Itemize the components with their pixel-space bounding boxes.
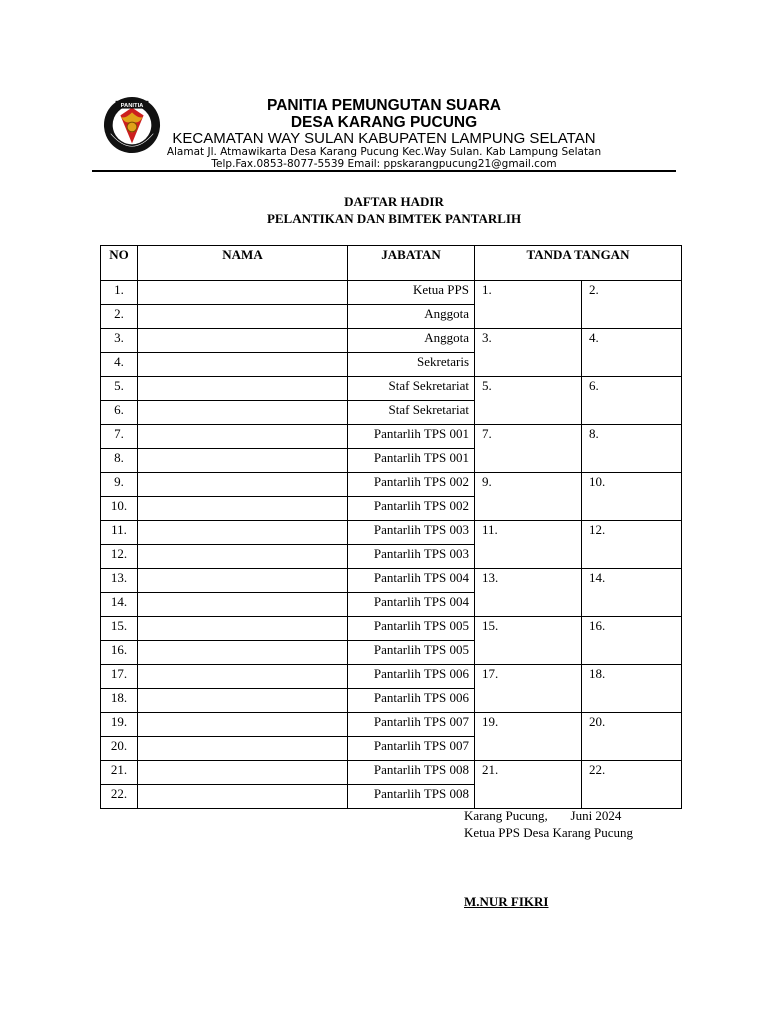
position-cell: Pantarlih TPS 005: [348, 641, 475, 665]
row-number: 10.: [101, 497, 138, 521]
row-number: 17.: [101, 665, 138, 689]
doc-subtitle: PELANTIKAN DAN BIMTEK PANTARLIH: [266, 211, 522, 226]
position-cell: Ketua PPS: [348, 281, 475, 305]
table-row: [101, 665, 682, 689]
name-field[interactable]: [138, 449, 348, 473]
row-number: 19.: [101, 713, 138, 737]
name-field[interactable]: [138, 377, 348, 401]
desa-name: DESA KARANG PUCUNG: [290, 114, 478, 131]
attendance-table: [100, 245, 682, 809]
signature-box[interactable]: 15.: [475, 617, 582, 665]
name-field[interactable]: [138, 425, 348, 449]
signature-box[interactable]: 3.: [475, 329, 582, 377]
row-number: 11.: [101, 521, 138, 545]
signature-box[interactable]: 9.: [475, 473, 582, 521]
name-field[interactable]: [138, 353, 348, 377]
signature-box[interactable]: 19.: [475, 713, 582, 761]
address-line: Alamat Jl. Atmawikarta Desa Karang Pucung Kec.Way Sulan. Kab Lampung Selatan: [166, 146, 602, 158]
name-field[interactable]: [138, 617, 348, 641]
row-number: 22.: [101, 785, 138, 809]
table-row: [101, 377, 682, 401]
name-field[interactable]: [138, 713, 348, 737]
signature-box[interactable]: 11.: [475, 521, 582, 569]
name-field[interactable]: [138, 521, 348, 545]
signature-box[interactable]: 5.: [475, 377, 582, 425]
position-cell: Pantarlih TPS 004: [348, 569, 475, 593]
table-header-row: [101, 246, 682, 281]
name-field[interactable]: [138, 545, 348, 569]
header-nama: NAMA: [138, 246, 348, 281]
signature-box[interactable]: 17.: [475, 665, 582, 713]
row-number: 1.: [101, 281, 138, 305]
signature-box[interactable]: 8.: [582, 425, 682, 473]
row-number: 6.: [101, 401, 138, 425]
row-number: 5.: [101, 377, 138, 401]
name-field[interactable]: [138, 737, 348, 761]
position-cell: Pantarlih TPS 008: [348, 761, 475, 785]
position-cell: Anggota: [348, 329, 475, 353]
table-row: [101, 329, 682, 353]
row-number: 15.: [101, 617, 138, 641]
row-number: 2.: [101, 305, 138, 329]
signature-box[interactable]: 16.: [582, 617, 682, 665]
row-number: 20.: [101, 737, 138, 761]
name-field[interactable]: [138, 761, 348, 785]
table-row: [101, 617, 682, 641]
name-field[interactable]: [138, 305, 348, 329]
signature-role: Ketua PPS Desa Karang Pucung: [464, 825, 633, 840]
position-cell: Pantarlih TPS 001: [348, 449, 475, 473]
signature-box[interactable]: 18.: [582, 665, 682, 713]
svg-text:PANITIA: PANITIA: [120, 103, 144, 110]
position-cell: Pantarlih TPS 006: [348, 689, 475, 713]
doc-title: DAFTAR HADIR: [344, 194, 444, 209]
position-cell: Staf Sekretariat: [348, 401, 475, 425]
name-field[interactable]: [138, 497, 348, 521]
position-cell: Staf Sekretariat: [348, 377, 475, 401]
header-no: NO: [101, 246, 138, 281]
table-row: [101, 281, 682, 305]
header-jabatan: JABATAN: [348, 246, 475, 281]
signature-box[interactable]: 6.: [582, 377, 682, 425]
position-cell: Pantarlih TPS 007: [348, 713, 475, 737]
name-field[interactable]: [138, 785, 348, 809]
row-number: 16.: [101, 641, 138, 665]
position-cell: Pantarlih TPS 006: [348, 665, 475, 689]
name-field[interactable]: [138, 329, 348, 353]
name-field[interactable]: [138, 641, 348, 665]
row-number: 21.: [101, 761, 138, 785]
signature-box[interactable]: 12.: [582, 521, 682, 569]
row-number: 7.: [101, 425, 138, 449]
signature-box[interactable]: 14.: [582, 569, 682, 617]
position-cell: Pantarlih TPS 001: [348, 425, 475, 449]
table-row: [101, 521, 682, 545]
signature-box[interactable]: 7.: [475, 425, 582, 473]
signature-box[interactable]: 1.: [475, 281, 582, 329]
position-cell: Pantarlih TPS 002: [348, 497, 475, 521]
row-number: 18.: [101, 689, 138, 713]
row-number: 9.: [101, 473, 138, 497]
table-row: [101, 425, 682, 449]
position-cell: Pantarlih TPS 007: [348, 737, 475, 761]
name-field[interactable]: [138, 401, 348, 425]
kecamatan-line: KECAMATAN WAY SULAN KABUPATEN LAMPUNG SELATAN: [172, 130, 596, 147]
position-cell: Pantarlih TPS 003: [348, 521, 475, 545]
name-field[interactable]: [138, 569, 348, 593]
name-field[interactable]: [138, 593, 348, 617]
position-cell: Anggota: [348, 305, 475, 329]
signature-box[interactable]: 22.: [582, 761, 682, 809]
table-row: [101, 713, 682, 737]
name-field[interactable]: [138, 473, 348, 497]
header-tanda-tangan: TANDA TANGAN: [475, 246, 682, 281]
name-field[interactable]: [138, 689, 348, 713]
org-name: PANITIA PEMUNGUTAN SUARA: [267, 97, 501, 114]
position-cell: Pantarlih TPS 002: [348, 473, 475, 497]
header-divider: [92, 170, 676, 172]
position-cell: Pantarlih TPS 008: [348, 785, 475, 809]
position-cell: Pantarlih TPS 005: [348, 617, 475, 641]
name-field[interactable]: [138, 281, 348, 305]
signature-box[interactable]: 2.: [582, 281, 682, 329]
row-number: 4.: [101, 353, 138, 377]
signature-box[interactable]: 4.: [582, 329, 682, 377]
signature-box[interactable]: 21.: [475, 761, 582, 809]
position-cell: Sekretaris: [348, 353, 475, 377]
row-number: 12.: [101, 545, 138, 569]
table-row: [101, 569, 682, 593]
row-number: 3.: [101, 329, 138, 353]
position-cell: Pantarlih TPS 004: [348, 593, 475, 617]
name-field[interactable]: [138, 665, 348, 689]
contact-line: Telp.Fax.0853-8077-5539 Email: ppskarangpucung21@gmail.com: [211, 158, 557, 170]
signature-place-date: Karang Pucung, Juni 2024: [464, 808, 622, 823]
signature-box[interactable]: 13.: [475, 569, 582, 617]
table-row: [101, 761, 682, 785]
row-number: 8.: [101, 449, 138, 473]
row-number: 14.: [101, 593, 138, 617]
signature-box[interactable]: 10.: [582, 473, 682, 521]
position-cell: Pantarlih TPS 003: [348, 545, 475, 569]
row-number: 13.: [101, 569, 138, 593]
signature-box[interactable]: 20.: [582, 713, 682, 761]
signatory-name: M.NUR FIKRI: [464, 894, 549, 909]
table-row: [101, 473, 682, 497]
